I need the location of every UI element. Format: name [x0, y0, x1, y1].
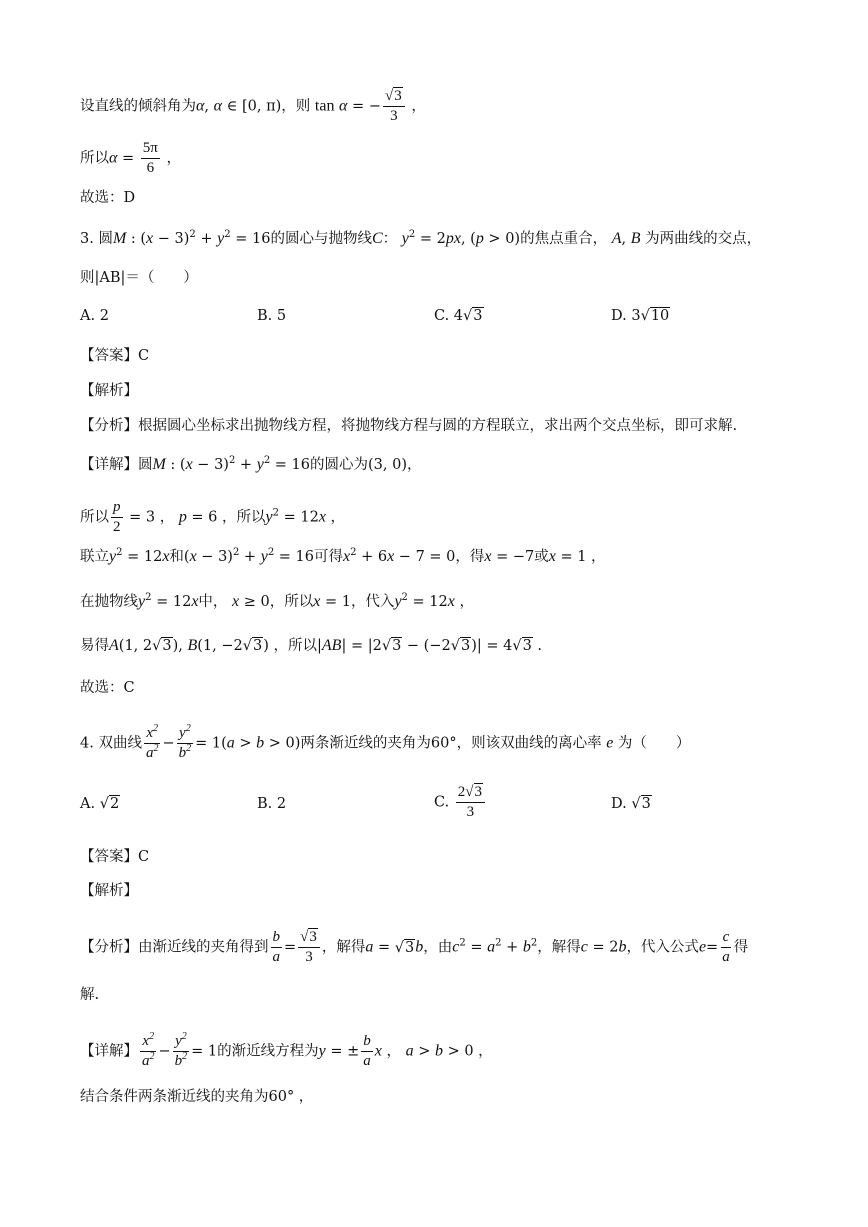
- option-c: C. 4√3: [434, 308, 483, 324]
- option-b: B. 5: [257, 308, 287, 324]
- answer-label: 【答案】C: [80, 849, 150, 865]
- option-d: D. √3: [611, 796, 651, 812]
- option-b: B. 2: [257, 796, 287, 812]
- question-4-text: 4. 双曲线 $\frac{x^2}{a^2}$ − $\frac{y^2}{b^2}$ = 1(a > b > 0)两条渐近线的夹角为60°，则该双曲线的离心率 e 为（ ）: [80, 723, 691, 761]
- analysis-text: 【分析】根据圆心坐标求出抛物线方程，将抛物线方程与圆的方程联立，求出两个交点坐标，即可求解.: [80, 418, 738, 434]
- detail-text: 【详解】 $\frac{x^2}{a^2}$ − $\frac{y^2}{b^2}$ = 1的渐近线方程为y = ± $\frac{b}{a}$ x ， a > b > 0 ，: [80, 1031, 493, 1069]
- option-d: D. 3√10: [611, 308, 670, 324]
- option-a: A. √2: [80, 796, 120, 812]
- answer-label: 【答案】C: [80, 348, 150, 364]
- option-c: C. $\frac{2√3}{3}$: [434, 784, 487, 821]
- detail-text: 【详解】圆M : $(x - 3)^2 + y^2 = 16$的圆心为(3, 0)，: [80, 455, 422, 473]
- analysis-label: 【解析】: [80, 883, 138, 899]
- text-line: 故选：D: [80, 190, 136, 206]
- detail-text: 所以 $\frac{p}{2}$ = 3 ， p = 6 ，所以$y^2 = 12x$ ，: [80, 499, 346, 535]
- analysis-text: 【分析】由渐近线的夹角得到 $\frac{b}{a}$ = $\frac{√3}{3}$ ，解得a = √3b，由$c^2 = a^2 + b^2$，解得c = 2b，代入公式e= $\frac{c}{a}$ 得: [80, 929, 749, 965]
- question-3-text: 3. 圆M : $(x - 3)^2 + y^2 = 16$的圆心与抛物线C： $y^2 = 2px$, (p > 0)的焦点重合， A, B 为两曲线的交点，: [80, 229, 762, 247]
- text-line: 故选：C: [80, 680, 135, 696]
- text-line: 设直线的倾斜角为α, α ∈ [0, π)，则 tan α = − $\frac{√3}{3}$ ，: [80, 88, 426, 124]
- detail-text: 在抛物线$y^2 = 12x$中， x ≥ 0，所以x = 1，代入$y^2 = 12x$ ，: [80, 592, 474, 610]
- detail-text: 结合条件两条渐近线的夹角为60° ，: [80, 1089, 314, 1105]
- option-a: A. 2: [80, 308, 109, 324]
- text-line: 所以α = $\frac{5\pi}{6}$ ，: [80, 140, 181, 176]
- question-3-text: 则|AB|＝（ ）: [80, 270, 198, 286]
- detail-text: 联立$y^2 = 12x$和$(x - 3)^2 + y^2 = 16$可得$x^2 + 6x - 7 = 0$，得x = −7或x = 1 ，: [80, 547, 606, 565]
- analysis-text: 解.: [80, 987, 100, 1003]
- detail-text: 易得A(1, 2√3), B(1, −2√3) ，所以|AB| = |2√3 − (−2√3)| = 4√3 .: [80, 637, 543, 654]
- analysis-label: 【解析】: [80, 383, 138, 399]
